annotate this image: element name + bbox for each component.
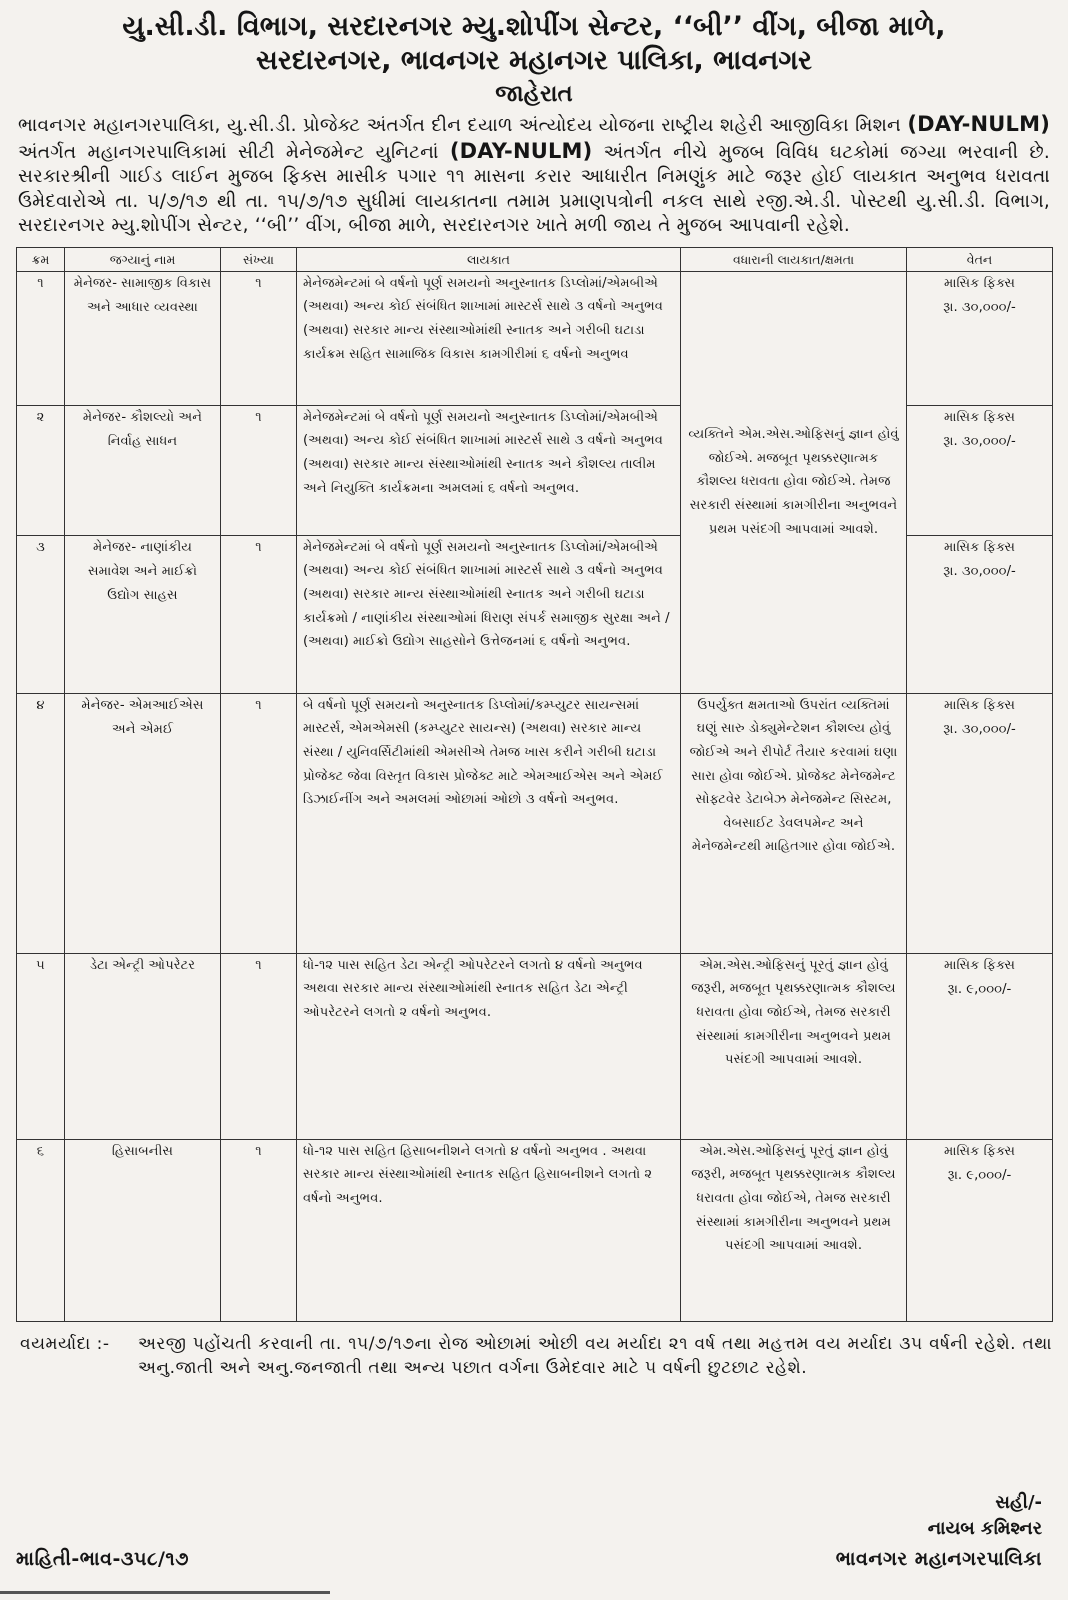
pay-amount: રૂા. ૩૦,૦૦૦/- bbox=[943, 433, 1016, 449]
row-post-name: હિસાબનીસ bbox=[65, 1139, 221, 1321]
header-qual: લાયકાત bbox=[297, 247, 681, 271]
row-no: ૩ bbox=[17, 535, 65, 693]
age-limit-text: અરજી પહોંચતી કરવાની તા. ૧૫/૭/૧૭ના રોજ ઓછામાં ઓછી વય મર્યાદા ૨૧ વર્ષ તથા મહત્તમ વય મર્યાદા ૩૫ વર્ષની રહેશે. તથા અનુ.જાતી અને અનુ.જનજાતી તથા અન્ય પછાત વર્ગના ઉમેદવાર માટે ૫ વર્ષની છુટછાટ રહેશે. bbox=[138, 1333, 1052, 1378]
row-no: ૪ bbox=[17, 693, 65, 953]
header-name: જગ્યાનું નામ bbox=[65, 247, 221, 271]
row-pay bbox=[907, 271, 1053, 405]
intro-paragraph bbox=[18, 112, 1050, 239]
posts-table bbox=[16, 247, 1053, 1322]
row-extra: એમ.એસ.ઓફિસનું પૂરતું જ્ઞાન હોવું જરૂરી, મજબૂત પૃથક્કરણાત્મક કૌશલ્ય ધરાવતા હોવા જોઈએ, તેમજ સરકારી સંસ્થામાં કામગીરીના અનુભવને પ્રથમ પસંદગી આપવામાં આવશે. bbox=[681, 953, 907, 1139]
row-pay bbox=[907, 535, 1053, 693]
row-post-name: મેનેજર- નાણાંકીય સમાવેશ અને માઈક્રો ઉદ્યોગ સાહસ bbox=[65, 535, 221, 693]
intro-part-1: ભાવનગર મહાનગરપાલિકા, યુ.સી.ડી. પ્રોજેક્ટ અંતર્ગત દીન દયાળ અંત્યોદય યોજના રાષ્ટ્રીય શહેરી આજીવિકા મિશન bbox=[18, 115, 902, 137]
designation: નાયબ કમિશ્નર bbox=[927, 1518, 1042, 1539]
header-line-1: યુ.સી.ડી. વિભાગ, સરદારનગર મ્યુ.શોપીંગ સેન્ટર, ‘‘બી’’ વીંગ, બીજા માળે, bbox=[122, 11, 946, 42]
age-limit-label: વયમર્યાદા :- bbox=[20, 1333, 110, 1354]
pay-label: માસિક ફિક્સ bbox=[943, 697, 1016, 713]
header-line-2: સરદારનગર, ભાવનગર મહાનગર પાલિકા, ભાવનગર bbox=[255, 44, 813, 76]
row-pay bbox=[907, 1139, 1053, 1321]
header-pay: વેતન bbox=[907, 247, 1053, 271]
row-post-name: ડેટા એન્ટ્રી ઓપરેટર bbox=[65, 953, 221, 1139]
row-extra: ઉપર્યુક્ત ક્ષમતાઓ ઉપરાંત વ્યક્તિમાં ઘણું સારુ ડોક્યુમેન્ટેશન કૌશલ્ય હોવું જોઈએ અને રીપોર્ટ તૈયાર કરવામાં ઘણા સારા હોવા જોઈએ. પ્રોજેક્ટ મેનેજમેન્ટ સોફ્ટવેર ડેટાબેઝ મેનેજમેન્ટ સિસ્ટમ, વેબસાઈટ ડેવલપમેન્ટ અને મેનેજમેન્ટથી માહિતગાર હોવા જોઈએ. bbox=[681, 693, 907, 953]
row-count: ૧ bbox=[221, 535, 297, 693]
row-no: ૬ bbox=[17, 1139, 65, 1321]
department-name: ભાવનગર મહાનગરપાલિકા bbox=[835, 1548, 1042, 1570]
table-row bbox=[17, 953, 1053, 1139]
row-extra: એમ.એસ.ઓફિસનું પૂરતું જ્ઞાન હોવું જરૂરી, મજબૂત પૃથક્કરણાત્મક કૌશલ્ય ધરાવતા હોવા જોઈએ, તેમજ સરકારી સંસ્થામાં કામગીરીના અનુભવને પ્રથમ પસંદગી આપવામાં આવશે. bbox=[681, 1139, 907, 1321]
header bbox=[16, 10, 1052, 108]
row-count: ૧ bbox=[221, 271, 297, 405]
pay-amount: રૂા. ૯,૦૦૦/- bbox=[947, 981, 1012, 997]
row-post-name: મેનેજર- કૌશલ્યો અને નિર્વાહ સાધન bbox=[65, 405, 221, 535]
table-header-row bbox=[17, 247, 1053, 271]
pay-label: માસિક ફિક્સ bbox=[943, 539, 1016, 555]
pay-amount: રૂા. ૯,૦૦૦/- bbox=[947, 1167, 1012, 1183]
intro-part-2: અંતર્ગત મહાનગરપાલિકામાં સીટી મેનેજમેન્ટ યુનિટનાં bbox=[18, 141, 439, 163]
row-post-name: મેનેજર- સામાજીક વિકાસ અને આધાર વ્યવસ્થા bbox=[65, 271, 221, 405]
pay-label: માસિક ફિક્સ bbox=[943, 957, 1016, 973]
pay-label: માસિક ફિક્સ bbox=[943, 1143, 1016, 1159]
reference-number: માહિતી-ભાવ-૩૫૮/૧૭ bbox=[16, 1548, 189, 1570]
row-qualification: મેનેજમેન્ટમાં બે વર્ષનો પૂર્ણ સમયનો અનુસ્નાતક ડિપ્લોમાં/એમબીએ (અથવા) અન્ય કોઈ સંબંધિત શાખામાં માસ્ટર્સ સાથે ૩ વર્ષનો અનુભવ (અથવા) સરકાર માન્ય સંસ્થાઓમાંથી સ્નાતક અને કૌશલ્ય તાલીમ અને નિયુક્તિ કાર્યક્રમના અમલમાં ૬ વર્ષનો અનુભવ. bbox=[297, 405, 681, 535]
row-extra-merged: વ્યક્તિને એમ.એસ.ઓફિસનું જ્ઞાન હોવું જોઈએ. મજબૂત પૃથક્કરણાત્મક કૌશલ્ય ધરાવતા હોવા જોઈએ. તેમજ સરકારી સંસ્થામાં કામગીરીના અનુભવને પ્રથમ પસંદગી આપવામાં આવશે. bbox=[681, 271, 907, 693]
header-count: સંખ્યા bbox=[221, 247, 297, 271]
row-count: ૧ bbox=[221, 1139, 297, 1321]
row-no: ૫ bbox=[17, 953, 65, 1139]
signature-block bbox=[928, 1490, 1042, 1542]
pay-label: માસિક ફિક્સ bbox=[943, 275, 1016, 291]
row-qualification: મેનેજમેન્ટમાં બે વર્ષનો પૂર્ણ સમયનો અનુસ્નાતક ડિપ્લોમાં/એમબીએ (અથવા) અન્ય કોઈ સંબંધિત શાખામાં માસ્ટર્સ સાથે ૩ વર્ષનો અનુભવ (અથવા) સરકાર માન્ય સંસ્થાઓમાંથી સ્નાતક અને ગરીબી ઘટાડા કાર્યક્રમો / નાણાંકીય સંસ્થાઓમાં ધિરાણ સંપર્ક સમાજીક સુરક્ષા અને / (અથવા) માઈક્રો ઉદ્યોગ સાહસોને ઉત્તેજનમાં ૬ વર્ષનો અનુભવ. bbox=[297, 535, 681, 693]
row-pay bbox=[907, 405, 1053, 535]
table-row bbox=[17, 271, 1053, 405]
signature-mark: સહી/- bbox=[995, 1492, 1042, 1513]
row-pay bbox=[907, 693, 1053, 953]
pay-amount: રૂા. ૩૦,૦૦૦/- bbox=[943, 721, 1016, 737]
row-count: ૧ bbox=[221, 405, 297, 535]
intro-part-3: અંતર્ગત નીચે મુજબ વિવિધ ઘટકોમાં જગ્યા ભરવાની છે. સરકારશ્રીની ગાઈડ લાઈન મુજબ ફિક્સ માસીક પગાર ૧૧ માસના કરાર આધારીત નિમણુંક માટે જરૂર હોઈ લાયકાત અનુભવ ધરાવતા ઉમેદવારોએ તા. ૫/૭/૧૭ થી તા. ૧૫/૭/૧૭ સુધીમાં લાયકાતના તમામ પ્રમાણપત્રોની નકલ સાથે રજી.એ.ડી. પોસ્ટથી યુ.સી.ડી. વિભાગ, સરદારનગર મ્યુ.શોપીંગ સેન્ટર, ‘‘બી’’ વીંગ, બીજા માળે, સરદારનગર ખાતે મળી જાય તે મુજબ આપવાની રહેશે. bbox=[18, 141, 1050, 237]
table-row bbox=[17, 1139, 1053, 1321]
notice-title: જાહેરાત bbox=[495, 80, 573, 107]
row-qualification: મેનેજમેન્ટમાં બે વર્ષનો પૂર્ણ સમયનો અનુસ્નાતક ડિપ્લોમાં/એમબીએ (અથવા) અન્ય કોઈ સંબંધિત શાખામાં માસ્ટર્સ સાથે ૩ વર્ષનો અનુભવ (અથવા) સરકાર માન્ય સંસ્થાઓમાંથી સ્નાતક અને ગરીબી ઘટાડા કાર્યક્રમ સહિત સામાજિક વિકાસ કામગીરીમાં ૬ વર્ષનો અનુભવ bbox=[297, 271, 681, 405]
row-qualification: બે વર્ષનો પૂર્ણ સમયનો અનુસ્નાતક ડિપ્લોમાં/કમ્પ્યુટર સાયન્સમાં માસ્ટર્સ, એમએમસી (કમ્પ્યુટર સાયન્સ) (અથવા) સરકાર માન્ય સંસ્થા / યુનિવર્સિટીમાંથી એમસીએ તેમજ ખાસ કરીને ગરીબી ઘટાડા પ્રોજેક્ટ જેવા વિસ્તૃત વિકાસ પ્રોજેક્ટ માટે એમઆઈએસ અને એમઈ ડિઝાઈનીંગ અને અમલમાં ઓછામાં ઓછો ૩ વર્ષનો અનુભવ. bbox=[297, 693, 681, 953]
bottom-rule bbox=[0, 1591, 330, 1594]
intro-acronym-1: (DAY-NULM) bbox=[907, 112, 1050, 137]
row-qualification: ધો-૧૨ પાસ સહિત હિસાબનીશને લગતો ૪ વર્ષનો અનુભવ . અથવા સરકાર માન્ય સંસ્થાઓમાંથી સ્નાતક સહિત હિસાબનીશને લગતો ૨ વર્ષનો અનુભવ. bbox=[297, 1139, 681, 1321]
intro-acronym-2: (DAY-NULM) bbox=[449, 138, 593, 163]
row-post-name: મેનેજર- એમઆઈએસ અને એમઈ bbox=[65, 693, 221, 953]
row-qualification: ધો-૧૨ પાસ સહિત ડેટા એન્ટ્રી ઓપરેટરને લગતો ૪ વર્ષનો અનુભવ અથવા સરકાર માન્ય સંસ્થાઓમાંથી સ્નાતક સહિત ડેટા એન્ટ્રી ઓપરેટરને લગતો ૨ વર્ષનો અનુભવ. bbox=[297, 953, 681, 1139]
row-count: ૧ bbox=[221, 693, 297, 953]
age-limit-section bbox=[16, 1332, 1052, 1380]
pay-amount: રૂા. ૩૦,૦૦૦/- bbox=[943, 563, 1016, 579]
header-no: ક્રમ bbox=[17, 247, 65, 271]
pay-label: માસિક ફિક્સ bbox=[943, 409, 1016, 425]
pay-amount: રૂા. ૩૦,૦૦૦/- bbox=[943, 299, 1016, 315]
table-row bbox=[17, 693, 1053, 953]
row-pay bbox=[907, 953, 1053, 1139]
header-extra: વધારાની લાયકાત/ક્ષમતા bbox=[681, 247, 907, 271]
row-count: ૧ bbox=[221, 953, 297, 1139]
row-no: ૨ bbox=[17, 405, 65, 535]
row-no: ૧ bbox=[17, 271, 65, 405]
